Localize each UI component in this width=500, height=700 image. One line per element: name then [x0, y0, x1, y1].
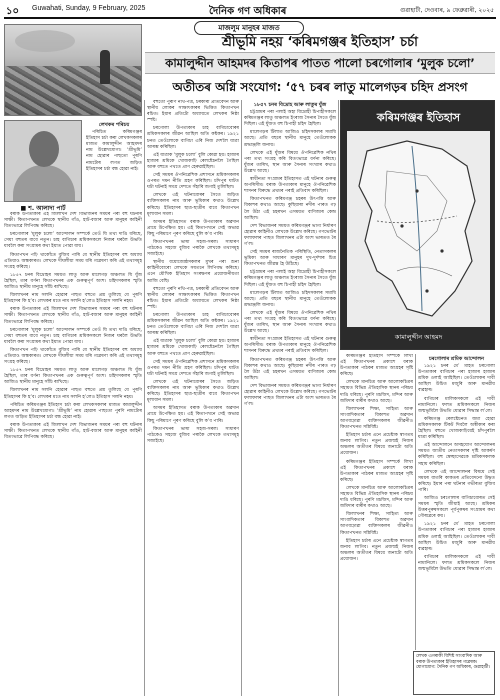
map-title: কৰিমগঞ্জৰ ইতিহাস: [376, 111, 461, 124]
photo-ruins: [5, 66, 141, 116]
paragraph: ১৯২১ চনৰ মে’ মাহত চৰগোলা উপত্যকাৰ বাগিচাৰ পৰা হাজাৰ হাজাৰ শ্ৰমিক ওলাই আহিছিল। তেওঁলোকৰ দাবী আছিল উচিত মজুৰি আৰু মানৱীয় ব্যৱহাৰ।: [418, 364, 495, 394]
paragraph: চৰগোলাৰ ‘মুলুক চলো’ আন্দোলন সম্পৰ্কে তেওঁ যি তথ্য দাঙি ধৰিছে, সেয়া বহুতৰ বাবে নতুন। চাহ বাগিচাৰ শ্ৰমিকসকলে নিজৰ ঘৰলৈ উভতি যাবলৈ কৰা সংগ্ৰামৰ কথা ইয়াত পোৱা যায়।: [4, 327, 142, 345]
paragraph: এই যাত্ৰাক ‘মুলুক চলো’ বুলি কোৱা হয়। হাজাৰ হাজাৰ শ্ৰমিকে খোজকাঢ়ি ৰেলষ্টেচনলৈ গৈছিল আৰু বহুতে পথতে প্ৰাণ হেৰুৱাইছিল।: [147, 152, 239, 170]
column-divider: [241, 100, 242, 696]
column-1: [86, 120, 142, 216]
paragraph: দেশ বিভাজনৰ সময়ত কৰিমগঞ্জৰ ভাগ্য নিৰ্ধাৰণ হোৱাৰ কাহিনীও লেখকে উল্লেখ কৰিছে। গণভোটৰ ফলাফলৰ পাছত জিলাখনৰ এটা অংশ ভাৰতত ৰৈ গ’ল।: [244, 383, 336, 408]
district-map: [347, 131, 490, 327]
paragraph: লেখকে এই ঘটনাবোৰৰ সৈতে জড়িত ব্যক্তিসকলৰ নাম আৰু ভূমিকাৰ কথাও উল্লেখ কৰিছে। ইতিহাসৰ ছাত্ৰ-ছাত্ৰীৰ বাবে কিতাপখন মূল্যবান সমল।: [147, 379, 239, 404]
paragraph: চৰগোলাৰ ‘মুলুক চলো’ আন্দোলন সম্পৰ্কে তেওঁ যি তথ্য দাঙি ধৰিছে, সেয়া বহুতৰ বাবে নতুন। চাহ বাগিচাৰ শ্ৰমিকসকলে নিজৰ ঘৰলৈ উভতি যাবলৈ কৰা সংগ্ৰামৰ কথা ইয়াত পোৱা যায়।: [4, 232, 142, 250]
paragraph: ১৯২১ চনৰ মে’ মাহত চৰগোলা উপত্যকাৰ বাগিচাৰ পৰা হাজাৰ হাজাৰ শ্ৰমিক ওলাই আহিছিল। তেওঁলোকৰ দাবী আছিল উচিত মজুৰি আৰু মানৱীয় ব্যৱহাৰ।: [418, 522, 495, 552]
headline-secondary: কামালুদ্দীন আহমদৰ কিতাপৰ পাতত পালো চৰগোলাৰ ‘মুলুক চলো’: [165, 56, 475, 70]
book-cover-map: [340, 100, 495, 350]
paragraph: কৰিমগঞ্জৰ ইতিহাস সম্পৰ্কে লিখা এই কিতাপখনৰ প্ৰকাশে বৰাক উপত্যকাৰ পাঠকৰ মাজত আগ্ৰহৰ সৃষ্টি কৰিছে।: [340, 459, 413, 483]
paragraph: অসমৰ ইতিহাসত বৰাক উপত্যকাৰ অৱদান প্ৰায়ে উপেক্ষিত হয়। এই কিতাপখনে সেই অভাৱ কিছু পৰিমাণে পূৰণ কৰিছে বুলি ক’ব পাৰি।: [147, 406, 239, 424]
paragraph: লেখকে এই যুঁজৰ বিষয়ে ঔপনিৱেশিক নথিৰ পৰা তথ্য সংগ্ৰহ কৰি বিতংভাৱে বৰ্ণনা কৰিছে। যুঁজৰ তাৰিখ, স্থান আৰু সৈন্যৰ সংখ্যাৰ কথাও উল্লেখ আছে।: [244, 310, 336, 335]
column-divider: [338, 100, 339, 696]
paragraph: জিলাখনৰ শিক্ষা, সাহিত্য আৰু সাংবাদিকতাৰ বিকাশত অৱদান আগবঢ়োৱা ব্যক্তিসকলৰ জীৱনীও কিতাপখনত সন্নিবিষ্ট।: [340, 406, 413, 431]
paragraph: কিতাপখন পঢ়ি থাকোঁতে বুজিব পাৰি যে স্থানীয় ইতিহাসৰ বহু অধ্যায় এতিয়াও অন্ধকাৰত। লেখকে দীঘলীয়া সময় ধৰি গৱেষণা কৰি এই তথ্যসমূহ সংগ্ৰহ কৰিছে।: [4, 252, 142, 270]
paragraph: বাগিচাৰ মালিকসকলে এই দাবী নামানিলে। ফলত শ্ৰমিকসকলে নিজৰ জন্মভূমিলৈ উভতি যোৱাৰ সিদ্ধান্ত ল’লে।: [418, 396, 495, 414]
paragraph: স্থানীয় বয়োজ্যেষ্ঠসকলৰ মুখৰ পৰা শুনা কাহিনীবোৰো লেখকে সযতনে লিপিবদ্ধ কৰিছে। এনে মৌখিক ইতিহাস সংৰক্ষণৰ প্ৰয়োজনীয়তা আজি বেছি।: [147, 260, 239, 284]
portrait-body: [13, 165, 75, 202]
author-note: লেখক এগৰাকী বিশিষ্ট সাংবাদিক আৰু বৰাক উপত্যকাৰ ইতিহাসৰ গৱেষক। যোগাযোগ: দৈনিক গণ অধিকাৰ, গুৱাহাটী।: [416, 654, 491, 670]
paragraph: লেখকে এই ঘটনাবোৰৰ সৈতে জড়িত ব্যক্তিসকলৰ নাম আৰু ভূমিকাৰ কথাও উল্লেখ কৰিছে। ইতিহাসৰ ছাত্ৰ-ছাত্ৰীৰ বাবে কিতাপখন মূল্যবান সমল।: [147, 193, 239, 217]
paragraph: ইতিহাস চৰ্চাৰ এনে প্ৰচেষ্টাক স্বাগতম জনাব লাগিব। নতুন প্ৰজন্মই নিজৰ অঞ্চলৰ অতীতৰ বিষয়ে জনাটো অতি প্ৰয়োজন।: [340, 538, 413, 562]
column-divider: [144, 100, 145, 696]
paragraph: সেই সময়ৰ ঔপনিৱেশিক প্ৰশাসনে শ্ৰমিকসকলৰ ওপৰত দমন নীতি গ্ৰহণ কৰিছিল। চাঁদপুৰ ঘাটত ঘটা ঘটনাই সমগ্ৰ দেশতে সঁহাৰি জগাই তুলিছিল।: [147, 359, 239, 377]
paragraph: বাগিচাৰ মালিকসকলে এই দাবী নামানিলে। ফলত শ্ৰমিকসকলে নিজৰ জন্মভূমিলৈ উভতি যোৱাৰ সিদ্ধান্ত ল’লে।: [418, 554, 495, 572]
paragraph: লেখকে এই যুঁজৰ বিষয়ে ঔপনিৱেশিক নথিৰ পৰা তথ্য সংগ্ৰহ কৰি বিতংভাৱে বৰ্ণনা কৰিছে। যুঁজৰ তাৰিখ, স্থান আৰু সৈন্যৰ সংখ্যাৰ কথাও উল্লেখ আছে।: [244, 150, 336, 174]
column-3: [244, 100, 336, 696]
author-note-box: [413, 651, 495, 695]
paragraph: লেখকে মানচিত্ৰ আৰু আলোকচিত্ৰৰ সহায়ত বিভিন্ন ঐতিহাসিক স্থানৰ পৰিচয় দাঙি ধৰিছে। পুৰণি মচজিদ, মন্দিৰ আৰু জমিদাৰ বাৰীৰ কথাও আছে।: [340, 380, 413, 404]
paragraph: কিতাপখনৰ ভাষা সহজ-সৰল। সাধাৰণ পাঠকেও সহজে বুজিব পৰাকৈ লেখকে তথ্যসমূহ সজাইছে।: [147, 239, 239, 258]
paragraph: জিলাখনৰ নাম সলনি হোৱাৰ পাছত বহুতে প্ৰশ্ন তুলিছে যে পুৰণি ইতিহাসৰ কি হ’ব। লেখকৰ মতে নাম সলনি হ’লেও ইতিহাস সলনি নহয়।: [4, 388, 142, 400]
column-subheading: চৰগোলাৰ শ্ৰমিক আন্দোলন: [428, 356, 485, 362]
paragraph: স্বাধীনতা সংগ্ৰামৰ ইতিহাসত এই ঘটনাৰ গুৰুত্ব অপৰিসীম। বৰাক উপত্যকাৰ মানুহে ঔপনিৱেশিক শাসনৰ বিৰুদ্ধে প্ৰথমৰ পৰাই প্ৰতিবাদ কৰিছিল।: [244, 177, 336, 195]
ruins-photo: [4, 24, 142, 116]
paragraph: সেই সময়ৰ ৰাজনৈতিক পৰিস্থিতি, নেতাসকলৰ ভূমিকা আৰু সাধাৰণ মানুহৰ দুখ-দুৰ্দশাৰ চিত্ৰ কিতাপখনত জীৱন্ত হৈ উঠিছে।: [244, 250, 336, 268]
column-1-continued: [4, 212, 142, 696]
paragraph: দেশ বিভাজনৰ সময়ত কৰিমগঞ্জৰ ভাগ্য নিৰ্ধাৰণ হোৱাৰ কাহিনীও লেখকে উল্লেখ কৰিছে। গণভোটৰ ফলাফলৰ পাছত জিলাখনৰ এটা অংশ ভাৰতত ৰৈ গ’ল।: [244, 223, 336, 247]
paragraph: পৰিচিত কৰিমগঞ্জৰ ইতিহাস চৰ্চা কৰা লেখকসকলৰ মাজত কামালুদ্দীন আহমদৰ নাম উল্লেখযোগ্য। ‘শ্ৰীভূমি’ নাম হোৱাৰ পাছতো পুৰণি নামটোৰ লগত জড়িত ইতিহাসৰ চৰ্চা বন্ধ হোৱা নাই।: [4, 402, 142, 420]
paragraph: কিতাপখন পঢ়ি থাকোঁতে বুজিব পাৰি যে স্থানীয় ইতিহাসৰ বহু অধ্যায় এতিয়াও অন্ধকাৰত। লেখকে দীঘলীয়া সময় ধৰি গৱেষণা কৰি এই তথ্যসমূহ সংগ্ৰহ কৰিছে।: [4, 347, 142, 366]
paragraph: কিতাপখনত কৰিমগঞ্জ চহৰৰ উৎপত্তি আৰু বিকাশৰ কথাও আছে। কুছিয়াৰা নদীৰ পাৰত গঢ় লৈ উঠা এই চহৰখন এসময়ত বাণিজ্যৰ কেন্দ্ৰ আছিল।: [244, 357, 336, 381]
paragraph: ১৮৫৭ চনৰ বিদ্ৰোহৰ সময়ত লাতু আৰু মালেগড় অঞ্চলত যি যুঁজ হৈছিল, তাৰ বৰ্ণনা কিতাপখনৰ এক গুৰুত্বপূৰ্ণ অংশ। চহিদসকলৰ স্মৃতি আজিও স্থানীয় মানুহে সাঁচি ৰাখিছে।: [4, 368, 142, 386]
paragraph: বহুতো পুৰণি নথি-পত্ৰ, চৰকাৰী প্ৰতিবেদন আৰু স্থানীয় লোকৰ সাক্ষাৎকাৰৰ ভিত্তিত কিতাপখন ৰচিত। ইয়াৰ প্ৰতিটো অধ্যায়তে লেখকৰ নিষ্ঠা স্পষ্ট।: [147, 100, 239, 124]
headline-secondary-box: [145, 52, 495, 74]
paragraph: অসমৰ ইতিহাসত বৰাক উপত্যকাৰ অৱদান প্ৰায়ে উপেক্ষিত হয়। এই কিতাপখনে সেই অভাৱ কিছু পৰিমাণে পূৰণ কৰিছে বুলি ক’ব পাৰি।: [147, 219, 239, 237]
portrait-head: [29, 131, 59, 167]
paragraph: বহুতো পুৰণি নথি-পত্ৰ, চৰকাৰী প্ৰতিবেদন আৰু স্থানীয় লোকৰ সাক্ষাৎকাৰৰ ভিত্তিত কিতাপখন ৰচিত। ইয়াৰ প্ৰতিটো অধ্যায়তে লেখকৰ নিষ্ঠা স্পষ্ট।: [147, 286, 239, 310]
author-byline: ■ শ. আলাদা পাৰ্ট: [20, 205, 66, 212]
paragraph: বৰাক উপত্যকাৰ এই জিলাখন দেশ বিভাজনৰ সময়ৰ পৰা বহু ঘটনাৰ সাক্ষী। কিতাপখনত লেখকে স্থানীয় গাঁও, হাট-বজাৰ আৰু মানুহৰ কাহিনী বিতংভাৱে লিপিবদ্ধ কৰিছে।: [4, 307, 142, 325]
paragraph: এই যাত্ৰাক ‘মুলুক চলো’ বুলি কোৱা হয়। হাজাৰ হাজাৰ শ্ৰমিকে খোজকাঢ়ি ৰেলষ্টেচনলৈ গৈছিল আৰু বহুতে পথতে প্ৰাণ হেৰুৱাইছিল।: [147, 339, 239, 357]
map-area: [347, 131, 490, 327]
date-english: Guwahati, Sunday, 9 February, 2025: [32, 5, 146, 12]
column-5: [418, 354, 495, 648]
paragraph: কিতাপখনত কৰিমগঞ্জ চহৰৰ উৎপত্তি আৰু বিকাশৰ কথাও আছে। কুছিয়াৰা নদীৰ পাৰত গঢ় লৈ উঠা এই চহৰখন এসময়ত বাণিজ্যৰ কেন্দ্ৰ আছিল।: [244, 197, 336, 221]
paragraph: স্বাধীনতা সংগ্ৰামৰ ইতিহাসত এই ঘটনাৰ গুৰুত্ব অপৰিসীম। বৰাক উপত্যকাৰ মানুহে ঔপনিৱেশিক শাসনৰ বিৰুদ্ধে প্ৰথমৰ পৰাই প্ৰতিবাদ কৰিছিল।: [244, 337, 336, 355]
paragraph: জিলাখনৰ নাম সলনি হোৱাৰ পাছত বহুতে প্ৰশ্ন তুলিছে যে পুৰণি ইতিহাসৰ কি হ’ব। লেখকৰ মতে নাম সলনি হ’লেও ইতিহাস সলনি নহয়।: [4, 293, 142, 305]
paragraph: এই আন্দোলনে অসহযোগ আন্দোলনৰ সময়ত জাতীয় নেতাসকলৰ দৃষ্টি আকৰ্ষণ কৰিছিল। বহু স্বেচ্ছাসেৱকে শ্ৰমিকসকলক সহায় কৰিছিল।: [418, 443, 495, 467]
paragraph: বৰাক উপত্যকাৰ এই জিলাখন দেশ বিভাজনৰ সময়ৰ পৰা বহু ঘটনাৰ সাক্ষী। কিতাপখনত লেখকে স্থানীয় গাঁও, হাট-বজাৰ আৰু মানুহৰ কাহিনী বিতংভাৱে লিপিবদ্ধ কৰিছে।: [4, 212, 142, 230]
photo-tree: [15, 30, 75, 52]
paragraph: ১৮৫৭ চনৰ বিদ্ৰোহৰ সময়ত লাতু আৰু মালেগড় অঞ্চলত যি যুঁজ হৈছিল, তাৰ বৰ্ণনা কিতাপখনৰ এক গুৰুত্বপূৰ্ণ অংশ। চহিদসকলৰ স্মৃতি আজিও স্থানীয় মানুহে সাঁচি ৰাখিছে।: [4, 272, 142, 291]
paragraph: লেখকে মানচিত্ৰ আৰু আলোকচিত্ৰৰ সহায়ত বিভিন্ন ঐতিহাসিক স্থানৰ পৰিচয় দাঙি ধৰিছে। পুৰণি মচজিদ, মন্দিৰ আৰু জমিদাৰ বাৰীৰ কথাও আছে।: [340, 485, 413, 510]
column-subheading: ১৮৫৭ চনৰ বিদ্ৰোহ আৰু লাতুৰ যুঁজ: [253, 102, 327, 108]
masthead-rule: [4, 17, 496, 19]
date-assamese: গুৱাহাটী, দেওবাৰ, ৯ ফেব্ৰুৱাৰী, ২০২৫: [400, 7, 494, 14]
paragraph: আজিও চৰগোলাৰ বাগিচাবোৰত সেই সময়ৰ স্মৃতি জীয়াই আছে। শ্ৰমিকৰ উত্তৰপুৰুষসকলে পূৰ্বপুৰুষৰ সংগ্ৰামৰ কথা গৌৰৱেৰে কয়।: [418, 495, 495, 520]
page-number: ১০: [6, 6, 19, 17]
paragraph: কৰিমগঞ্জৰ ইতিহাস সম্পৰ্কে লিখা এই কিতাপখনৰ প্ৰকাশে বৰাক উপত্যকাৰ পাঠকৰ মাজত আগ্ৰহৰ সৃষ্টি কৰিছে।: [340, 354, 413, 378]
author-portrait: [4, 120, 82, 202]
photo-person: [100, 50, 110, 84]
paragraph: পৰিচিত কৰিমগঞ্জৰ ইতিহাস চৰ্চা কৰা লেখকসকলৰ মাজত কামালুদ্দীন আহমদৰ নাম উল্লেখযোগ্য। ‘শ্ৰীভূমি’ নাম হোৱাৰ পাছতো পুৰণি নামটোৰ লগত জড়িত ইতিহাসৰ চৰ্চা বন্ধ হোৱা নাই।: [86, 130, 142, 172]
paragraph: চট্টগ্ৰামৰ পৰা পলাই অহা বিদ্ৰোহী চিপাহীসকলে কৰিমগঞ্জৰ লাতু অঞ্চলত ইংৰাজ সৈন্যৰ সৈতে যুঁজ দিছিল। এই যুঁজত বহু চিপাহী চহিদ হৈছিল।: [244, 110, 336, 128]
paragraph: চৰগোলা উপত্যকাৰ চাহ বাগিচাবোৰৰ শ্ৰমিকসকলৰ জীৱন আছিল অতি কষ্টকৰ। ১৯২১ চনত তেওঁলোকে বাগিচা এৰি নিজ দেশলৈ যাত্ৰা আৰম্ভ কৰিছিল।: [147, 313, 239, 337]
paragraph: লেখকে এই আন্দোলনৰ বিষয়ে সেই সময়ৰ বাতৰি কাকতৰ প্ৰতিবেদনো উদ্ধৃত কৰিছে। ইয়াৰ পৰা ঘটনাৰ গভীৰতা বুজিব পাৰি।: [418, 469, 495, 493]
headline-primary: শ্ৰীভূমি নহয় ‘কৰিমগঞ্জৰ ইতিহাস’ চৰ্চা: [222, 35, 418, 50]
paragraph: চট্টগ্ৰামৰ পৰা পলাই অহা বিদ্ৰোহী চিপাহীসকলে কৰিমগঞ্জৰ লাতু অঞ্চলত ইংৰাজ সৈন্যৰ সৈতে যুঁজ দিছিল। এই যুঁজত বহু চিপাহী চহিদ হৈছিল।: [244, 270, 336, 288]
paragraph: মালেগড়ৰ টিলাত আজিও চহিদসকলৰ সমাধি আছে। প্ৰতি বছৰে স্থানীয় মানুহে তেওঁলোকক শ্ৰদ্ধাঞ্জলি জনায়।: [244, 130, 336, 148]
paragraph: কৰিমগঞ্জ ৰেলষ্টেচনত জমা হোৱা শ্ৰমিকসকলক টিকট দিবলৈ অস্বীকাৰ কৰা হৈছিল। বহুতে খোজকাঢ়িয়েই চাঁদপুৰলৈ যাত্ৰা কৰিছিল।: [418, 416, 495, 441]
paragraph: সেই সময়ৰ ঔপনিৱেশিক প্ৰশাসনে শ্ৰমিকসকলৰ ওপৰত দমন নীতি গ্ৰহণ কৰিছিল। চাঁদপুৰ ঘাটত ঘটা ঘটনাই সমগ্ৰ দেশতে সঁহাৰি জগাই তুলিছিল।: [147, 173, 239, 191]
column-subheading: লেখকৰ পৰিচয়: [98, 122, 130, 128]
column-4: [340, 354, 413, 696]
paragraph: জিলাখনৰ শিক্ষা, সাহিত্য আৰু সাংবাদিকতাৰ বিকাশত অৱদান আগবঢ়োৱা ব্যক্তিসকলৰ জীৱনীও কিতাপখনত সন্নিবিষ্ট।: [340, 512, 413, 536]
paragraph: ইতিহাস চৰ্চাৰ এনে প্ৰচেষ্টাক স্বাগতম জনাব লাগিব। নতুন প্ৰজন্মই নিজৰ অঞ্চলৰ অতীতৰ বিষয়ে জনাটো অতি প্ৰয়োজন।: [340, 433, 413, 457]
map-caption: কামালুদ্দীন আহমদ: [394, 333, 443, 341]
section-banner: মাজলুম মানুহৰ মাজত: [194, 21, 304, 35]
column-divider: [415, 354, 416, 650]
paragraph: বৰাক উপত্যকাৰ এই জিলাখন দেশ বিভাজনৰ সময়ৰ পৰা বহু ঘটনাৰ সাক্ষী। কিতাপখনত লেখকে স্থানীয় গাঁও, হাট-বজাৰ আৰু মানুহৰ কাহিনী বিতংভাৱে লিপিবদ্ধ কৰিছে।: [4, 422, 142, 441]
paragraph: মালেগড়ৰ টিলাত আজিও চহিদসকলৰ সমাধি আছে। প্ৰতি বছৰে স্থানীয় মানুহে তেওঁলোকক শ্ৰদ্ধাঞ্জলি জনায়।: [244, 290, 336, 308]
paragraph: কিতাপখনৰ ভাষা সহজ-সৰল। সাধাৰণ পাঠকেও সহজে বুজিব পৰাকৈ লেখকে তথ্যসমূহ সজাইছে।: [147, 426, 239, 444]
headline-tertiary: অতীতৰ অগ্নি সংযোগ: ‘৫৭ চৰৰ লাতু মালেগড়ৰ চহিদ প্ৰসংগ: [172, 80, 468, 94]
column-2: [147, 100, 239, 696]
paper-name: দৈনিক গণ অধিকাৰ: [209, 6, 287, 17]
paragraph: চৰগোলা উপত্যকাৰ চাহ বাগিচাবোৰৰ শ্ৰমিকসকলৰ জীৱন আছিল অতি কষ্টকৰ। ১৯২১ চনত তেওঁলোকে বাগিচা এৰি নিজ দেশলৈ যাত্ৰা আৰম্ভ কৰিছিল।: [147, 126, 239, 150]
